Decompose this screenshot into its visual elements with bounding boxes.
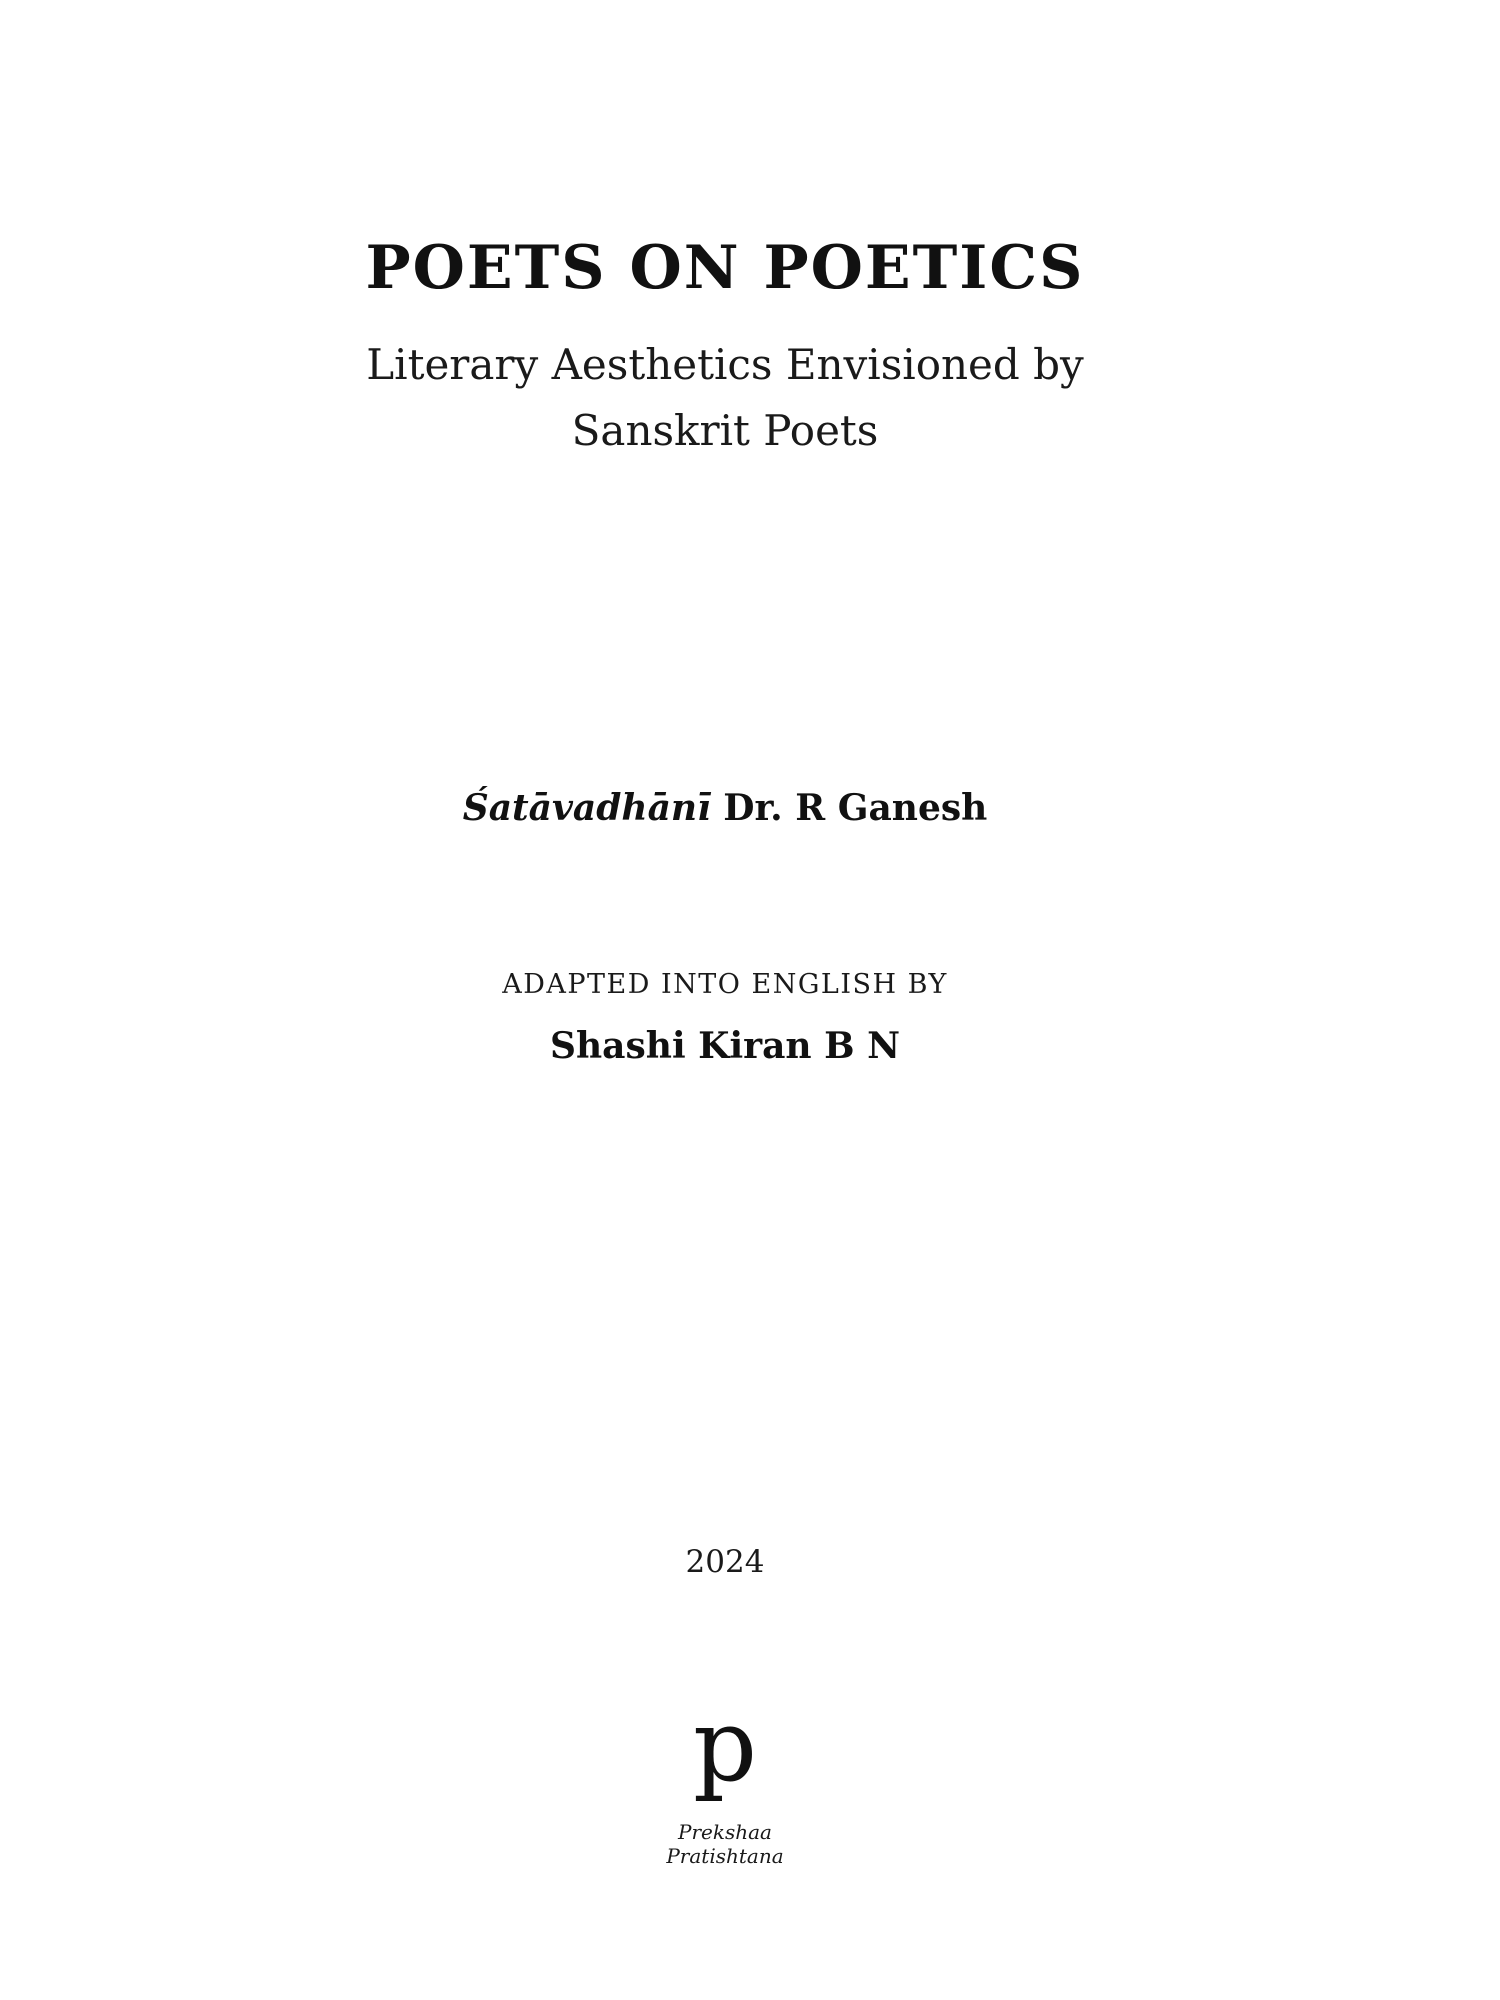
publisher-name-line-1: Prekshaa xyxy=(678,1820,772,1844)
publisher-name xyxy=(650,1820,800,1868)
subtitle-line-1: Literary Aesthetics Envisioned by xyxy=(366,340,1084,389)
book-subtitle xyxy=(0,332,1450,464)
publisher-logo-mark xyxy=(675,1700,775,1820)
author-line xyxy=(0,780,1450,836)
author-honorific: Śatāvadhānī xyxy=(462,787,711,829)
adapted-label: ADAPTED INTO ENGLISH BY xyxy=(502,969,948,1000)
publisher-logo xyxy=(650,1700,800,1868)
translator-name: Shashi Kiran B N xyxy=(550,1025,900,1067)
publisher-name-line-2: Pratishtana xyxy=(666,1844,784,1868)
publisher-logo-letter: p xyxy=(692,1700,758,1804)
publication-year: 2024 xyxy=(685,1544,765,1580)
book-title: POETS ON POETICS xyxy=(365,233,1085,303)
subtitle-line-2: Sanskrit Poets xyxy=(571,406,879,455)
author-name: Dr. R Ganesh xyxy=(723,787,988,829)
